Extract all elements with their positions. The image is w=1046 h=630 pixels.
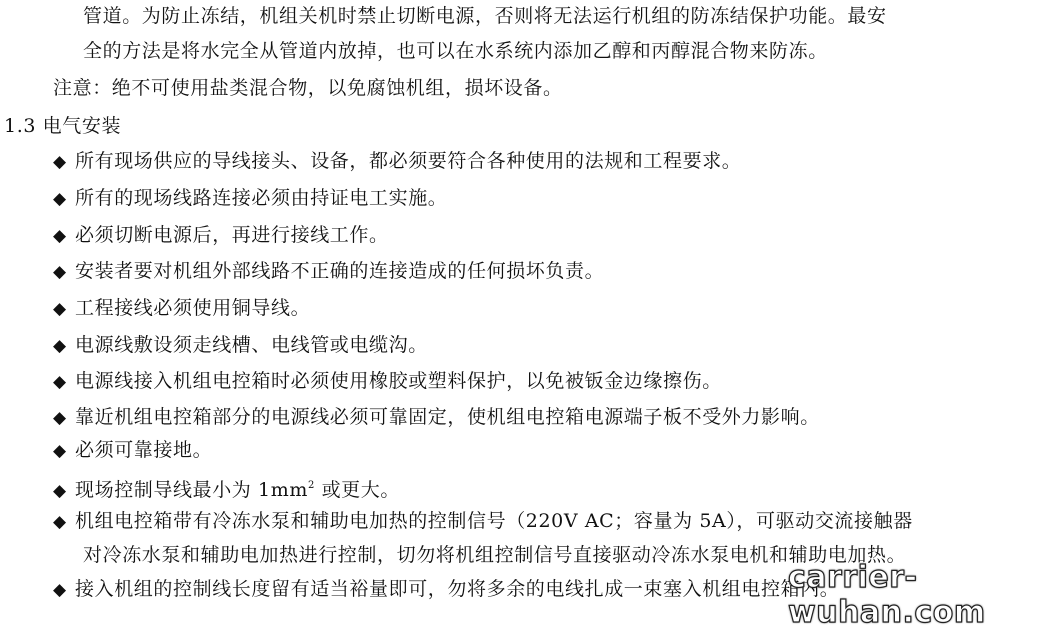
bullet-item xyxy=(53,259,604,284)
diamond-bullet-icon: ◆ xyxy=(53,441,67,461)
bullet-text: 或更大。 xyxy=(314,479,400,501)
bullet-text: 电源线接入机组电控箱时必须使用橡胶或塑料保护，以免被钣金边缘擦伤。 xyxy=(75,370,722,392)
bullet-item-control-signal xyxy=(53,509,913,534)
bullet-text: 所有的现场线路连接必须由持证电工实施。 xyxy=(75,187,448,209)
diamond-bullet-icon: ◆ xyxy=(53,372,67,392)
bullet-item-wire-size xyxy=(53,474,400,503)
diamond-bullet-icon: ◆ xyxy=(53,512,67,532)
diamond-bullet-icon: ◆ xyxy=(53,189,67,209)
note-line: 注意：绝不可使用盐类混合物，以免腐蚀机组，损坏设备。 xyxy=(53,77,563,99)
diamond-bullet-icon: ◆ xyxy=(53,226,67,246)
diamond-bullet-icon: ◆ xyxy=(53,152,67,172)
bullet-text: 接入机组的控制线长度留有适当裕量即可，勿将多余的电线扎成一束塞入机组电控箱内。 xyxy=(75,578,840,600)
bullet-text: 靠近机组电控箱部分的电源线必须可靠固定，使机组电控箱电源端子板不受外力影响。 xyxy=(75,406,820,428)
bullet-text: 现场控制导线最小为 1mm xyxy=(75,479,308,501)
section-heading: 1.3 电气安装 xyxy=(4,115,122,137)
intro-line-2: 全的方法是将水完全从管道内放掉，也可以在水系统内添加乙醇和丙醇混合物来防冻。 xyxy=(83,40,828,62)
diamond-bullet-icon: ◆ xyxy=(53,336,67,356)
bullet-item xyxy=(53,405,820,430)
diamond-bullet-icon: ◆ xyxy=(53,408,67,428)
bullet-text: 电源线敷设须走线槽、电线管或电缆沟。 xyxy=(75,334,428,356)
diamond-bullet-icon: ◆ xyxy=(53,481,67,501)
bullet-item xyxy=(53,438,212,463)
bullet-item xyxy=(53,223,389,248)
intro-line-1: 管道。为防止冻结，机组关机时禁止切断电源，否则将无法运行机组的防冻结保护功能。最安 xyxy=(83,5,887,27)
bullet-text: 所有现场供应的导线接头、设备，都必须要符合各种使用的法规和工程要求。 xyxy=(75,150,742,172)
bullet-item xyxy=(53,186,447,211)
bullet-item xyxy=(53,333,428,358)
bullet-text: 必须切断电源后，再进行接线工作。 xyxy=(75,224,389,246)
superscript-2: 2 xyxy=(307,480,315,491)
bullet-text: 工程接线必须使用铜导线。 xyxy=(75,297,311,319)
bullet-item xyxy=(53,296,310,321)
diamond-bullet-icon: ◆ xyxy=(53,262,67,282)
bullet-item xyxy=(53,369,722,394)
diamond-bullet-icon: ◆ xyxy=(53,299,67,319)
bullet-text: 必须可靠接地。 xyxy=(75,439,213,461)
diamond-bullet-icon: ◆ xyxy=(53,580,67,600)
bullet-text: 安装者要对机组外部线路不正确的连接造成的任何损坏负责。 xyxy=(75,260,605,282)
watermark: carrier-wuhan.com xyxy=(788,560,986,630)
bullet-item xyxy=(53,149,741,174)
bullet-item xyxy=(53,577,839,602)
bullet-text: 机组电控箱带有冷冻水泵和辅助电加热的控制信号（220V AC；容量为 5A），可驱动交流接触器 xyxy=(75,510,913,532)
bullet-continuation: 对冷冻水泵和辅助电加热进行控制，切勿将机组控制信号直接驱动冷冻水泵电机和辅助电加热。 xyxy=(83,544,907,566)
